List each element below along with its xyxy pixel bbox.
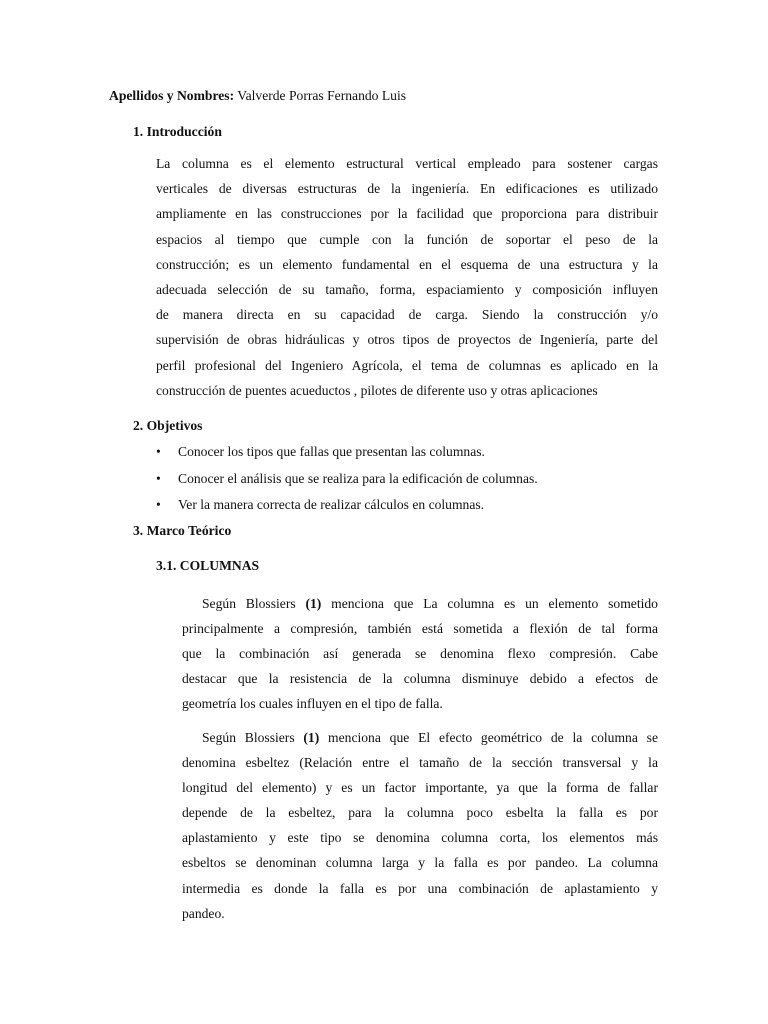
paragraph-line: destacar que la resistencia de la columna disminuye debido a efectos de xyxy=(182,671,658,687)
intro-line: La columna es el elemento estructural vertical empleado para sostener cargas xyxy=(156,156,658,171)
section-title-introduction: 1. Introducción xyxy=(133,124,222,139)
author-label: Apellidos y Nombres: xyxy=(109,88,235,103)
citation-ref: (1) xyxy=(303,730,320,745)
paragraph-line: que la combinación así generada se denomina flexo compresión. Cabe xyxy=(182,646,658,662)
objective-item: • Conocer el análisis que se realiza para la edificación de columnas. xyxy=(156,470,538,497)
introduction-paragraph xyxy=(156,151,658,403)
intro-line: construcción de puentes acueductos , pilotes de diferente uso y otras aplicaciones xyxy=(156,382,598,398)
citation-tail: menciona que La columna es un elemento sometido xyxy=(321,596,658,611)
subsection-title-columnas: 3.1. COLUMNAS xyxy=(156,558,260,573)
paragraph-line: denomina esbeltez (Relación entre el tamaño de la sección transversal y la xyxy=(182,755,658,771)
intro-line: perfil profesional del Ingeniero Agrícola, el tema de columnas es aplicado en la xyxy=(156,357,658,373)
intro-line: adecuada selección de su tamaño, forma, espaciamiento y composición influyen xyxy=(156,281,658,297)
citation-lead: Según Blossiers xyxy=(202,596,306,611)
section-title-theory: 3. Marco Teórico xyxy=(133,523,232,538)
objectives-list xyxy=(156,443,538,523)
citation-ref: (1) xyxy=(305,596,322,611)
intro-line: supervisión de obras hidráulicas y otros tipos de proyectos de Ingeniería, parte del xyxy=(156,332,658,348)
theory-paragraph-2 xyxy=(182,725,658,926)
theory-paragraph-1 xyxy=(182,591,658,716)
paragraph-line: depende de la esbeltez, para la columna poco esbelta la falla es por xyxy=(182,805,658,821)
paragraph-line: intermedia es donde la falla es por una combinación de aplastamiento y xyxy=(182,880,658,896)
objective-item: • Conocer los tipos que fallas que presentan las columnas. xyxy=(156,443,538,470)
paragraph-line: esbeltos se denominan columna larga y la falla es por pandeo. La columna xyxy=(182,855,658,871)
intro-line: de manera directa en su capacidad de carga. Siendo la construcción y/o xyxy=(156,307,658,323)
paragraph-line: aplastamiento y este tipo se denomina columna corta, los elementos más xyxy=(182,830,658,846)
citation-tail: menciona que El efecto geométrico de la columna se xyxy=(319,730,658,745)
intro-line: verticales de diversas estructuras de la ingeniería. En edificaciones es utilizado xyxy=(156,181,658,197)
paragraph-first-line xyxy=(182,725,658,750)
intro-line: espacios al tiempo que cumple con la función de soportar el peso de la xyxy=(156,231,658,247)
intro-line: ampliamente en las construcciones por la facilidad que proporciona para distribuir xyxy=(156,206,658,222)
paragraph-line: principalmente a compresión, también está sometida a flexión de tal forma xyxy=(182,621,658,637)
citation-lead: Según Blossiers xyxy=(202,730,304,745)
paragraph-line: geometría los cuales influyen en el tipo de falla. xyxy=(182,696,443,712)
author-name: Valverde Porras Fernando Luis xyxy=(237,88,407,103)
author-line xyxy=(109,87,406,104)
paragraph-line: pandeo. xyxy=(182,905,225,921)
paragraph-first-line xyxy=(182,591,658,616)
objective-item: • Ver la manera correcta de realizar cálculos en columnas. xyxy=(156,496,538,523)
paragraph-line: longitud del elemento) y es un factor importante, ya que la forma de fallar xyxy=(182,780,658,796)
intro-line: construcción; es un elemento fundamental en el esquema de una estructura y la xyxy=(156,256,658,272)
section-title-objectives: 2. Objetivos xyxy=(133,418,203,433)
